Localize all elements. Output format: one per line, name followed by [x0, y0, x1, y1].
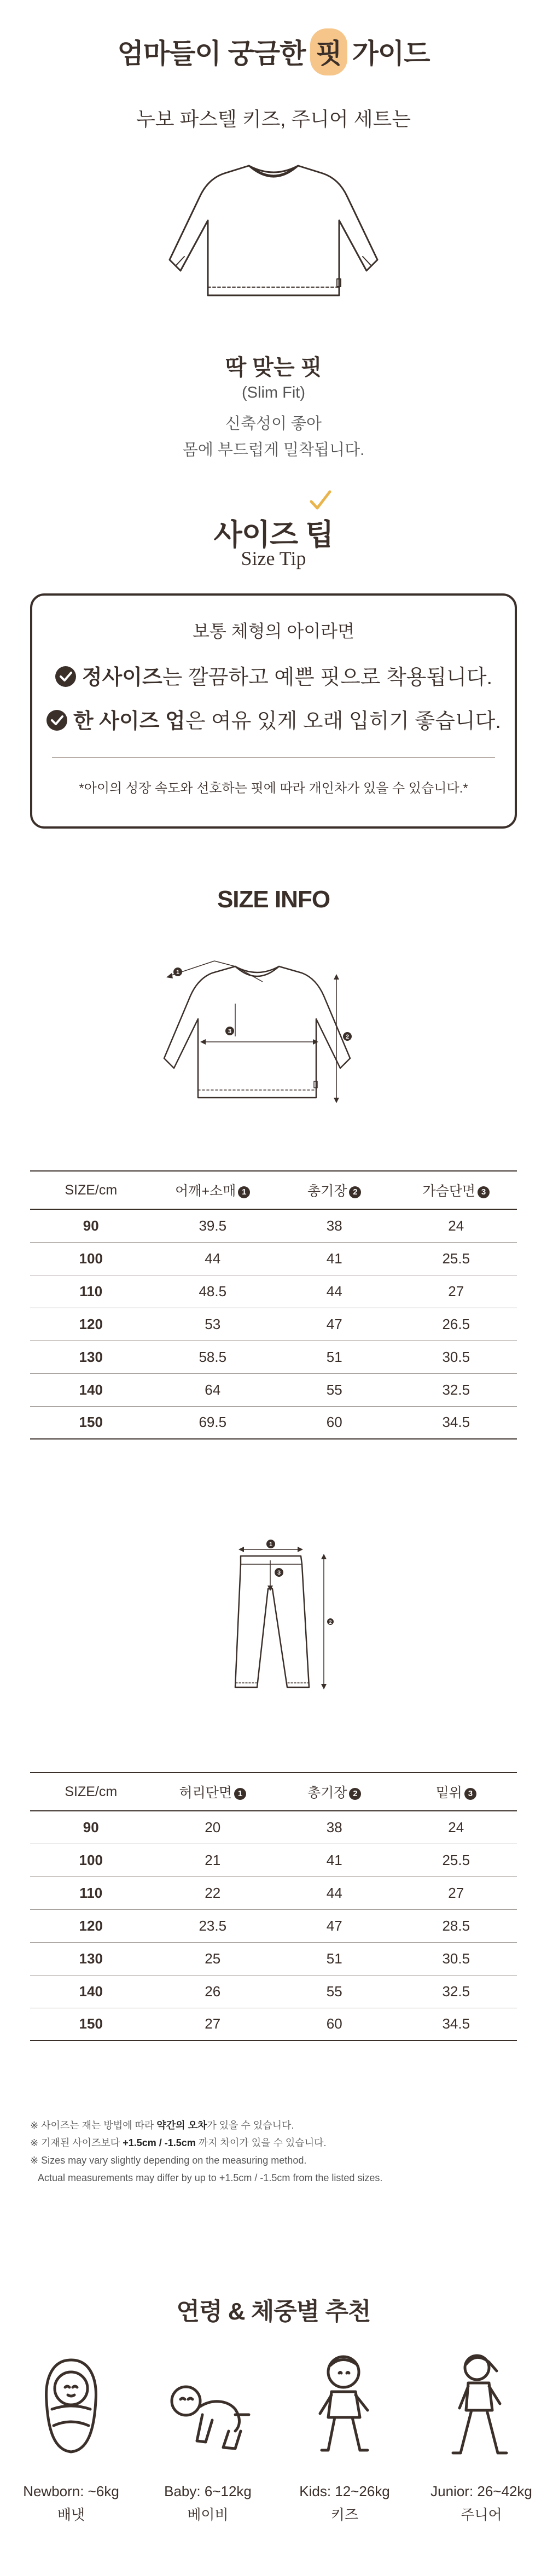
- size-cell: 120: [30, 1308, 152, 1341]
- note-1-bold: 약간의 오차: [156, 2120, 207, 2131]
- tip2-bold: 한 사이즈 업: [73, 710, 185, 733]
- size-cell: 140: [30, 1373, 152, 1406]
- age-label-junior: Junior: 26~42kg: [430, 2483, 532, 2499]
- value-cell: 41: [274, 1242, 395, 1275]
- note-1-post: 가 있을 수 있습니다.: [207, 2120, 294, 2131]
- newborn-icon: [22, 2349, 120, 2458]
- value-cell: 41: [274, 1844, 395, 1876]
- value-cell: 34.5: [395, 1406, 517, 1439]
- table-row: [30, 1975, 517, 2008]
- col-size: SIZE/cm: [30, 1773, 152, 1811]
- age-label-newborn: Newborn: ~6kg: [23, 2483, 119, 2499]
- diagram-marker-3: 3: [228, 1028, 232, 1035]
- size-cell: 90: [30, 1811, 152, 1844]
- value-cell: 51: [274, 1341, 395, 1373]
- table-row: [30, 1909, 517, 1942]
- value-cell: 55: [274, 1975, 395, 2008]
- value-cell: 30.5: [395, 1942, 517, 1975]
- tip2-text: 은 여유 있게 오래 입히기 좋습니다.: [185, 710, 501, 733]
- value-cell: 64: [152, 1373, 274, 1406]
- table-row: [30, 1242, 517, 1275]
- title-prefix: 엄마들이 궁금한: [117, 38, 306, 69]
- value-cell: 21: [152, 1844, 274, 1876]
- table-header-row: [30, 1171, 517, 1209]
- value-cell: 38: [274, 1811, 395, 1844]
- value-cell: 44: [274, 1275, 395, 1308]
- age-ko-newborn: 배냇: [57, 2507, 85, 2523]
- size-notes: [30, 2117, 522, 2187]
- size-info-title: SIZE INFO: [217, 886, 330, 913]
- size-cell: 110: [30, 1876, 152, 1909]
- bottom-table-body: [30, 1811, 517, 2041]
- col-shoulder-sleeve: [152, 1171, 274, 1209]
- note-4: Actual measurements may differ by up to +1.5cm / -1.5cm from the listed sizes.: [38, 2172, 383, 2183]
- col-size: SIZE/cm: [30, 1171, 152, 1209]
- value-cell: 32.5: [395, 1975, 517, 2008]
- table-row: [30, 1942, 517, 1975]
- age-ko-kids: 키즈: [330, 2507, 359, 2523]
- value-cell: 55: [274, 1373, 395, 1406]
- value-cell: 24: [395, 1811, 517, 1844]
- tip-note: *아이의 성장 속도와 선호하는 핏에 따라 개인차가 있을 수 있습니다.*: [79, 781, 468, 796]
- size-cell: 110: [30, 1275, 152, 1308]
- size-tip-box: [30, 593, 517, 829]
- value-cell: 27: [395, 1876, 517, 1909]
- check-circle-icon: [46, 709, 68, 731]
- note-2-post: 까지 차이가 있을 수 있습니다.: [198, 2137, 327, 2148]
- size-cell: 90: [30, 1209, 152, 1242]
- pants-measurement-diagram: [219, 1540, 334, 1698]
- value-cell: 26: [152, 1975, 274, 2008]
- check-circle-icon: [55, 666, 77, 687]
- value-cell: 34.5: [395, 2008, 517, 2041]
- note-2-pre: ※ 기재된 사이즈보다: [30, 2137, 120, 2148]
- note-2-bold: +1.5cm / -1.5cm: [123, 2137, 196, 2148]
- value-cell: 39.5: [152, 1209, 274, 1242]
- age-ko-baby: 베이비: [187, 2507, 229, 2523]
- fit-guide-subtitle: 누보 파스텔 키즈, 주니어 세트는: [136, 108, 411, 130]
- note-1: [30, 2117, 522, 2134]
- title-suffix: 가이드: [352, 38, 430, 69]
- diagram-marker-2: 2: [345, 1034, 350, 1040]
- top-size-table: [30, 1170, 517, 1439]
- num-badge-3: 3: [478, 1186, 490, 1198]
- age-weight-title: 연령 & 체중별 추천: [176, 2298, 371, 2325]
- col-waist-width: [152, 1773, 274, 1811]
- col-shoulder-sleeve-label: 어깨+소매: [175, 1184, 236, 1199]
- size-cell: 150: [30, 1406, 152, 1439]
- col-chest-width-label: 가슴단면: [422, 1184, 476, 1199]
- value-cell: 47: [274, 1308, 395, 1341]
- top-table-body: [30, 1209, 517, 1439]
- value-cell: 51: [274, 1942, 395, 1975]
- col-chest-width: [395, 1171, 517, 1209]
- note-1-pre: ※ 사이즈는 재는 방법에 따라: [30, 2120, 154, 2131]
- value-cell: 30.5: [395, 1341, 517, 1373]
- size-cell: 120: [30, 1909, 152, 1942]
- num-badge-1: 1: [238, 1186, 250, 1198]
- size-cell: 100: [30, 1242, 152, 1275]
- value-cell: 60: [274, 2008, 395, 2041]
- value-cell: 25.5: [395, 1242, 517, 1275]
- pants-marker-2: 2: [329, 1619, 332, 1625]
- col-rise-label: 밑위: [435, 1785, 462, 1800]
- diagram-marker-1: 1: [176, 969, 180, 976]
- tip-row-size-up: [32, 704, 515, 734]
- fit-description-line1: 신축성이 좋아: [225, 415, 322, 433]
- value-cell: 23.5: [152, 1909, 274, 1942]
- value-cell: 26.5: [395, 1308, 517, 1341]
- bottom-size-table: [30, 1772, 517, 2041]
- value-cell: 27: [395, 1275, 517, 1308]
- value-cell: 44: [274, 1876, 395, 1909]
- value-cell: 38: [274, 1209, 395, 1242]
- tip1-text: 는 깔끔하고 예쁜 핏으로 착용됩니다.: [162, 666, 493, 689]
- size-cell: 130: [30, 1942, 152, 1975]
- table-row: [30, 1341, 517, 1373]
- value-cell: 69.5: [152, 1406, 274, 1439]
- num-badge-2: 2: [349, 1186, 361, 1198]
- col-rise: [395, 1773, 517, 1811]
- size-cell: 140: [30, 1975, 152, 2008]
- tip1-bold: 정사이즈: [82, 666, 162, 689]
- table-row: [30, 2008, 517, 2041]
- value-cell: 25.5: [395, 1844, 517, 1876]
- col-waist-width-label: 허리단면: [179, 1785, 232, 1800]
- size-tip-title: 사이즈 팁: [213, 518, 334, 551]
- num-badge-3: 3: [464, 1788, 476, 1800]
- value-cell: 24: [395, 1209, 517, 1242]
- fit-name: 딱 맞는 핏: [225, 355, 322, 380]
- size-cell: 130: [30, 1341, 152, 1373]
- col-total-length-label: 총기장: [307, 1785, 347, 1800]
- size-cell: 150: [30, 2008, 152, 2041]
- table-row: [30, 1275, 517, 1308]
- num-badge-2: 2: [349, 1788, 361, 1800]
- tip-box-heading: 보통 체형의 아이라면: [193, 621, 354, 641]
- table-header-row: [30, 1773, 517, 1811]
- col-total-length: [274, 1171, 395, 1209]
- baby-icon: [159, 2349, 257, 2458]
- col-total-length: [274, 1773, 395, 1811]
- table-row: [30, 1876, 517, 1909]
- shirt-illustration: [159, 156, 388, 314]
- value-cell: 53: [152, 1308, 274, 1341]
- note-3: ※ Sizes may vary slightly depending on the measuring method.: [30, 2155, 307, 2166]
- table-row: [30, 1811, 517, 1844]
- note-2: [30, 2134, 522, 2152]
- age-label-baby: Baby: 6~12kg: [164, 2483, 252, 2499]
- pants-marker-1: 1: [269, 1541, 273, 1548]
- value-cell: 60: [274, 1406, 395, 1439]
- title-highlight: 핏: [312, 32, 345, 71]
- table-row: [30, 1308, 517, 1341]
- top-measurement-diagram: [153, 954, 372, 1113]
- size-cell: 100: [30, 1844, 152, 1876]
- value-cell: 28.5: [395, 1909, 517, 1942]
- tip-row-regular-size: [32, 660, 515, 690]
- value-cell: 20: [152, 1811, 274, 1844]
- fit-english: (Slim Fit): [242, 384, 305, 401]
- value-cell: 25: [152, 1942, 274, 1975]
- value-cell: 22: [152, 1876, 274, 1909]
- table-row: [30, 1209, 517, 1242]
- diagram-markers: [173, 968, 352, 1041]
- junior-icon: [432, 2349, 531, 2458]
- fit-description-line2: 몸에 부드럽게 밀착됩니다.: [182, 441, 365, 459]
- size-tip-subtitle: Size Tip: [241, 547, 306, 569]
- checkmark-icon: [309, 489, 332, 511]
- pants-marker-3: 3: [277, 1570, 281, 1576]
- age-ko-junior: 주니어: [461, 2507, 502, 2523]
- value-cell: 32.5: [395, 1373, 517, 1406]
- table-row: [30, 1406, 517, 1439]
- value-cell: 44: [152, 1242, 274, 1275]
- kid-icon: [295, 2349, 394, 2458]
- value-cell: 58.5: [152, 1341, 274, 1373]
- col-total-length-label: 총기장: [307, 1184, 347, 1199]
- table-row: [30, 1373, 517, 1406]
- value-cell: 27: [152, 2008, 274, 2041]
- num-badge-1: 1: [234, 1788, 246, 1800]
- value-cell: 47: [274, 1909, 395, 1942]
- table-row: [30, 1844, 517, 1876]
- age-label-kids: Kids: 12~26kg: [299, 2483, 390, 2499]
- fit-guide-title: [0, 32, 547, 71]
- value-cell: 48.5: [152, 1275, 274, 1308]
- tip-divider: [52, 757, 495, 758]
